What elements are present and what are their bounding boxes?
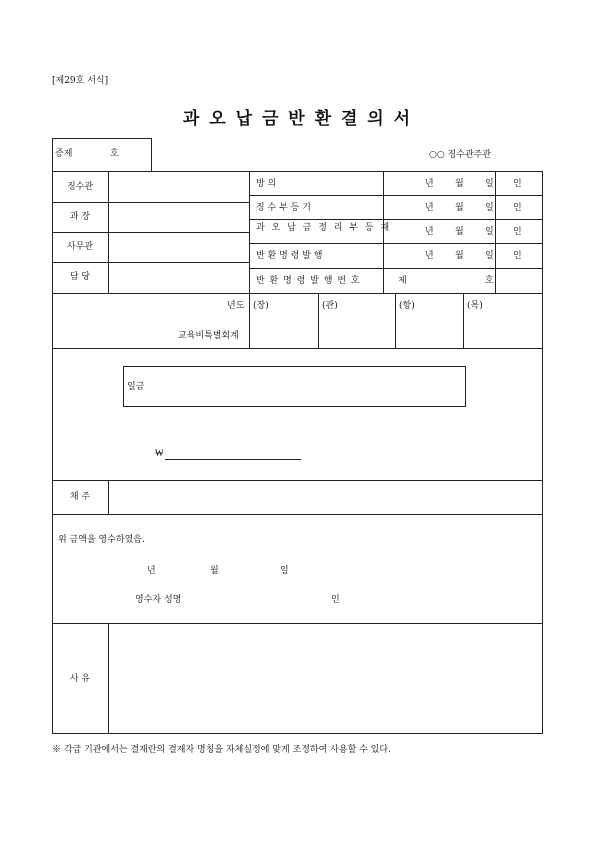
receipt-month: 월: [210, 566, 219, 576]
budget-gwan: (관): [322, 301, 338, 311]
approval-label: 사무관: [66, 242, 94, 252]
budget-account: 교육비특별회계: [178, 331, 239, 341]
receipt-day: 일: [280, 566, 289, 576]
order-number-je: 제: [398, 276, 407, 286]
footnote: ※ 각급 기관에서는 결재란의 결재자 명칭을 자체실정에 맞게 조정하여 사용할 수 있다.: [52, 745, 391, 755]
office-name: ○○ 징수관주관: [429, 150, 492, 160]
reason-label: 사 유: [69, 674, 91, 684]
day-label: 일: [485, 251, 494, 261]
budget-jang: (장): [253, 301, 269, 311]
day-label: 일: [485, 227, 494, 237]
won-symbol: ₩: [155, 449, 164, 459]
seal-label: 인: [513, 203, 522, 213]
receiver-name-label: 영수자 성명: [135, 595, 182, 605]
date-row-label: 과 오 납 금 정 리 부 등 재: [256, 223, 392, 233]
budget-hang: (항): [399, 301, 415, 311]
approval-label: 담 당: [69, 272, 91, 282]
seal-label: 인: [513, 227, 522, 237]
year-label: 년: [425, 179, 434, 189]
receiver-seal: 인: [331, 595, 340, 605]
signature-field[interactable]: [109, 233, 248, 261]
approval-label: 징수관: [66, 182, 94, 192]
debtor-field[interactable]: [109, 481, 542, 513]
order-number-ho: 호: [485, 276, 494, 286]
year-label: 년: [425, 251, 434, 261]
month-label: 월: [455, 179, 464, 189]
form-number: [제29호 서식]: [52, 76, 109, 86]
date-row-label: 방 의: [256, 179, 277, 189]
month-label: 월: [455, 203, 464, 213]
budget-mok: (목): [467, 301, 483, 311]
seal-label: 인: [513, 179, 522, 189]
page-title: 과 오 납 금 반 환 결 의 서: [182, 109, 413, 129]
doc-number-ho: 호: [110, 149, 119, 159]
signature-field[interactable]: [109, 263, 248, 292]
doc-number-label: 증제: [55, 149, 73, 159]
budget-year-label: 년도: [227, 301, 245, 311]
signature-field[interactable]: [109, 203, 248, 231]
order-number-field[interactable]: [410, 270, 480, 291]
date-row-label: 징 수 부 등 기: [256, 203, 311, 213]
year-label: 년: [425, 227, 434, 237]
debtor-label: 채 주: [69, 492, 91, 502]
receipt-year: 년: [147, 566, 156, 576]
amount-words-label: 일금: [127, 382, 145, 392]
signature-field[interactable]: [109, 172, 248, 201]
reason-field[interactable]: [109, 624, 542, 733]
amount-number-line[interactable]: [165, 459, 301, 460]
approval-label: 과 장: [69, 212, 91, 222]
day-label: 일: [485, 203, 494, 213]
day-label: 일: [485, 179, 494, 189]
seal-label: 인: [513, 251, 522, 261]
date-row-label: 반 환 명 령 발 행: [256, 251, 323, 261]
month-label: 월: [455, 251, 464, 261]
order-number-label: 반 환 명 령 발 행 번 호: [256, 276, 361, 286]
year-label: 년: [425, 203, 434, 213]
month-label: 월: [455, 227, 464, 237]
receipt-text: 위 금액을 영수하였음.: [58, 535, 145, 545]
amount-words-box[interactable]: [123, 366, 466, 407]
